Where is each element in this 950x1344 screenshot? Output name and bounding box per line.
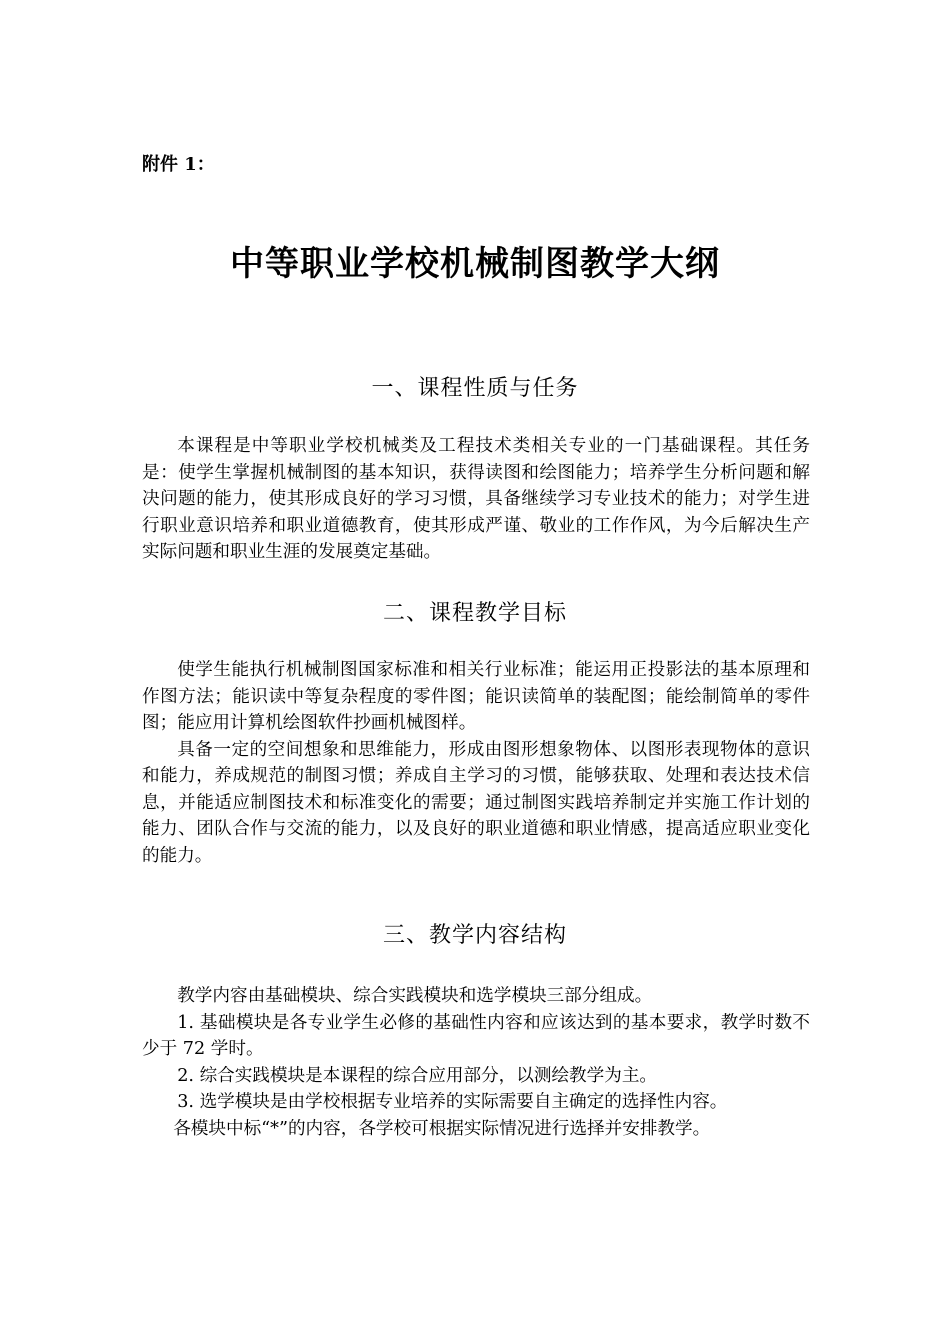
paragraph: 本课程是中等职业学校机械类及工程技术类相关专业的一门基础课程。其任务是：使学生掌握机械制图的基本知识，获得读图和绘图能力；培养学生分析问题和解决问题的能力，使其形成良好的学习习惯，具备继续学习专业技术的能力；对学生进行职业意识培养和职业道德教育，使其形成严谨、敬业的工作作风，为今后解决生产实际问题和职业生涯的发展奠定基础。 — [142, 436, 810, 562]
section-body-2 — [142, 657, 810, 869]
list-item: 2. 综合实践模块是本课程的综合应用部分，以测绘教学为主。 — [177, 1065, 658, 1086]
list-item: 1. 基础模块是各专业学生必修的基础性内容和应该达到的基本要求，教学时数不少于 72 学时。 — [142, 1012, 810, 1059]
section-body-3 — [142, 983, 810, 1142]
section-heading-1: 一、课程性质与任务 — [371, 376, 579, 401]
document-title: 中等职业学校机械制图教学大纲 — [230, 244, 720, 284]
section-heading-2: 二、课程教学目标 — [382, 601, 567, 626]
section-heading-3: 三、教学内容结构 — [382, 923, 567, 948]
section-body-1 — [142, 433, 810, 566]
paragraph: 具备一定的空间想象和思维能力，形成由图形想象物体、以图形表现物体的意识和能力，养成规范的制图习惯；养成自主学习的习惯，能够获取、处理和表达技术信息，并能适应制图技术和标准变化的需要；通过制图实践培养制定并实施工作计划的能力、团队合作与交流的能力，以及良好的职业道德和职业情感，提高适应职业变化的能力。 — [142, 739, 810, 866]
paragraph: 教学内容由基础模块、综合实践模块和选学模块三部分组成。 — [177, 986, 653, 1006]
list-item: 3. 选学模块是由学校根据专业培养的实际需要自主确定的选择性内容。 — [177, 1092, 728, 1112]
attachment-label: 附件 1： — [142, 154, 215, 175]
paragraph: 使学生能执行机械制图国家标准和相关行业标准；能运用正投影法的基本原理和作图方法；能识读中等复杂程度的零件图；能识读简单的装配图；能绘制简单的零件图；能应用计算机绘图软件抄画机械图样。 — [142, 660, 810, 733]
paragraph: 各模块中标“*”的内容，各学校可根据实际情况进行选择并安排教学。 — [173, 1118, 711, 1139]
